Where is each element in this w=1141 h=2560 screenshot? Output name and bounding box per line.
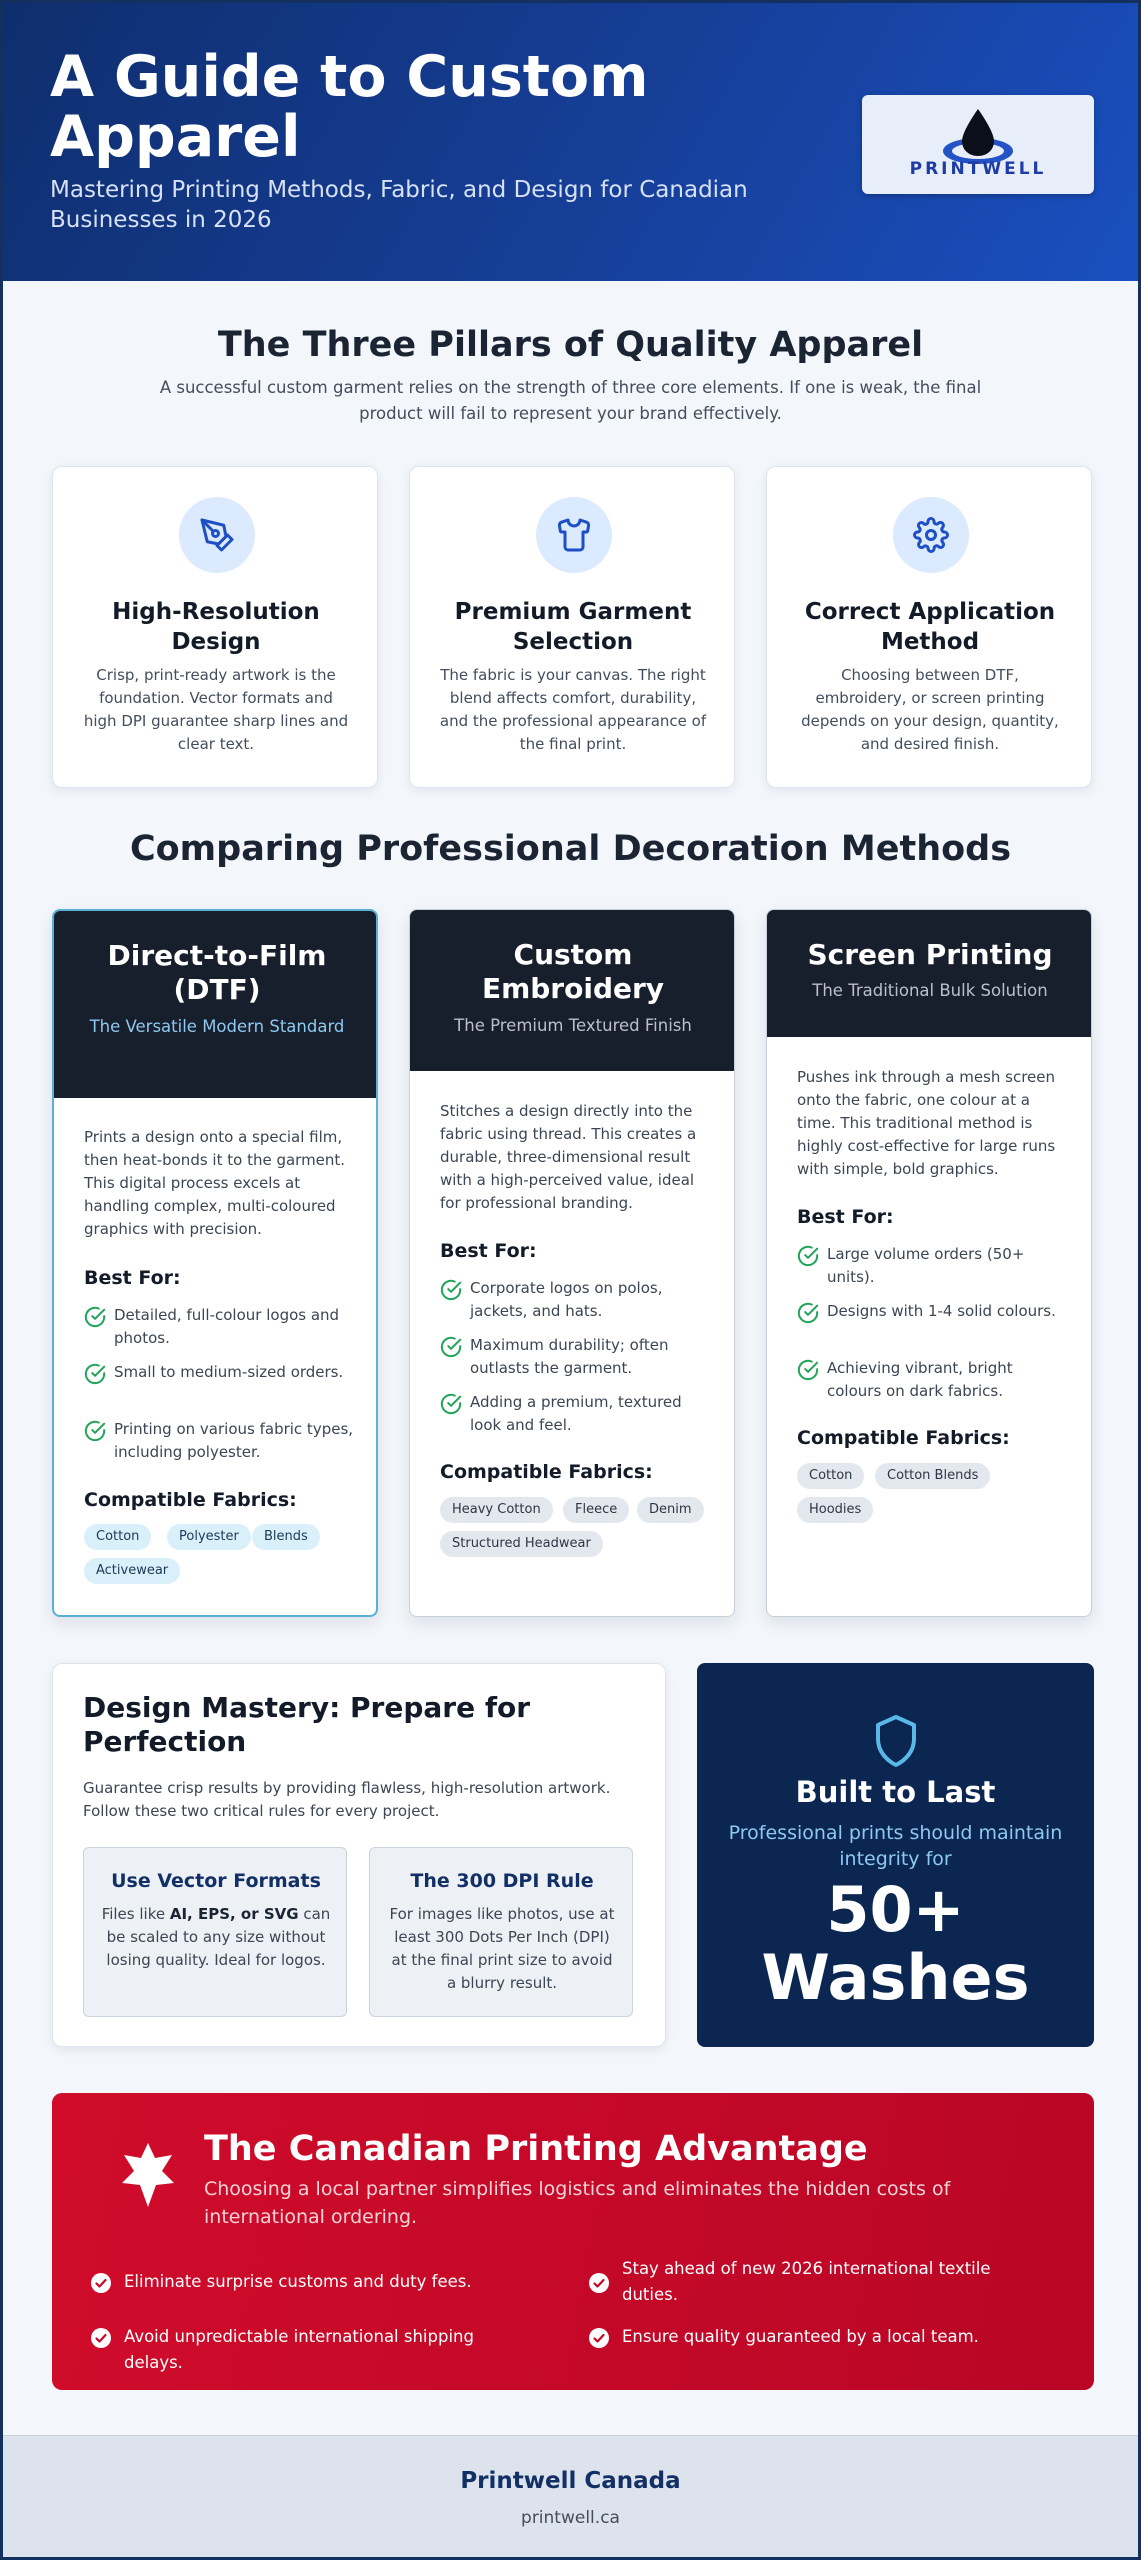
mastery-text: Guarantee crisp results by providing flawless, high-resolution artwork. Follow these two critical rules for every project. (83, 1779, 611, 1820)
best-for-text: Small to medium-sized orders. (114, 1363, 344, 1381)
design-mastery-card (52, 1663, 666, 2047)
check-circle-icon (797, 1302, 819, 1324)
method-card-dtf (52, 909, 378, 1617)
check-circle-icon (84, 1306, 106, 1328)
best-for-text: Printing on various fabric types, including polyester. (114, 1420, 354, 1461)
advantage-text: Avoid unpredictable international shipping delays. (124, 2327, 474, 2372)
canadian-advantage-banner (52, 2093, 1094, 2390)
best-for-text: Adding a premium, textured look and feel. (470, 1393, 682, 1434)
fabric-chip: Structured Headwear (440, 1531, 603, 1557)
footer-website-link[interactable]: printwell.ca (521, 2508, 620, 2528)
advantage-text: Eliminate surprise customs and duty fees. (124, 2272, 472, 2291)
pen-tool-icon (179, 497, 255, 573)
fabric-chip: Cotton (797, 1463, 864, 1489)
logo-wordmark: PRINTWELL (909, 159, 1047, 179)
rule-text: For images like photos, use at least 300 Dots Per Inch (DPI) at the final print size to avoid a blurry result. (389, 1905, 615, 1992)
method-title: Screen Printing (807, 938, 1053, 971)
rule-title: Use Vector Formats (111, 1870, 321, 1892)
ink-drop-logo-icon (862, 95, 1094, 194)
rule-box-vector (83, 1847, 347, 2017)
best-for-text: Designs with 1-4 solid colours. (827, 1302, 1056, 1320)
rule-title: The 300 DPI Rule (410, 1870, 594, 1892)
page-title: A Guide to Custom Apparel (50, 44, 649, 170)
advantage-text: Stay ahead of new 2026 international textile duties. (622, 2259, 991, 2304)
advantage-subtitle: Choosing a local partner simplifies logistics and eliminates the hidden costs of international ordering. (204, 2178, 951, 2228)
pillar-title: Premium Garment Selection (454, 599, 692, 655)
best-for-label: Best For: (440, 1240, 537, 1262)
footer-company-name: Printwell Canada (460, 2468, 681, 2494)
method-tagline: The Versatile Modern Standard (89, 1017, 345, 1036)
pillar-card-method (766, 466, 1092, 788)
pillar-text: Crisp, print-ready artwork is the foundation. Vector formats and high DPI guarantee sharp lines and clear text. (83, 666, 349, 753)
fabrics-label: Compatible Fabrics: (797, 1427, 1010, 1449)
pillar-text: The fabric is your canvas. The right blend affects comfort, durability, and the professional appearance of the final print. (439, 666, 707, 753)
fabrics-label: Compatible Fabrics: (84, 1489, 297, 1511)
footer (3, 2435, 1138, 2557)
check-circle-icon (440, 1393, 462, 1415)
method-card-screen-printing (766, 909, 1092, 1617)
pillar-text: Choosing between DTF, embroidery, or screen printing depends on your design, quantity, and desired finish. (801, 666, 1059, 753)
pillar-card-design (52, 466, 378, 788)
fabrics-label: Compatible Fabrics: (440, 1461, 653, 1483)
check-circle-icon (797, 1359, 819, 1381)
fabric-chip: Activewear (84, 1558, 180, 1584)
check-circle-icon (588, 2327, 610, 2349)
advantage-text: Ensure quality guaranteed by a local team. (622, 2327, 979, 2346)
mastery-title: Design Mastery: Prepare for Perfection (83, 1691, 531, 1758)
method-title: Direct-to-Film (DTF) (107, 939, 327, 1006)
method-description: Pushes ink through a mesh screen onto the fabric, one colour at a time. This traditional method is highly cost-effective for large runs with simple, bold graphics. (797, 1068, 1056, 1178)
best-for-text: Large volume orders (50+ units). (827, 1245, 1025, 1286)
built-to-last-card (697, 1663, 1094, 2047)
rule-text (100, 1903, 332, 1972)
fabric-chip: Cotton Blends (875, 1463, 990, 1489)
check-circle-icon (797, 1245, 819, 1267)
built-big-value (697, 1873, 1094, 2014)
rule-text-bold: AI, EPS, or SVG (169, 1905, 299, 1923)
wash-label: Washes (761, 1941, 1030, 2014)
best-for-text: Detailed, full-colour logos and photos. (114, 1306, 340, 1347)
built-title: Built to Last (795, 1775, 996, 1809)
header-banner (3, 3, 1138, 281)
best-for-label: Best For: (797, 1206, 894, 1228)
wash-count: 50+ (826, 1873, 965, 1946)
printwell-logo (862, 95, 1094, 194)
fabric-chip: Polyester (167, 1524, 251, 1550)
pillar-card-garment (409, 466, 735, 788)
maple-leaf-icon (118, 2141, 178, 2209)
rule-box-dpi (369, 1847, 633, 2017)
shield-icon (872, 1713, 920, 1769)
pillar-title: Correct Application Method (804, 599, 1056, 655)
method-card-header (54, 911, 376, 1098)
check-circle-icon (440, 1279, 462, 1301)
method-card-embroidery (409, 909, 735, 1617)
method-description: Stitches a design directly into the fabric using thread. This creates a durable, three-dimensional result with a high-perceived value, ideal for professional branding. (440, 1102, 697, 1212)
method-tagline: The Traditional Bulk Solution (812, 981, 1048, 1000)
advantage-title: The Canadian Printing Advantage (204, 2129, 868, 2169)
method-tagline: The Premium Textured Finish (454, 1016, 692, 1035)
gear-icon (893, 497, 969, 573)
method-description: Prints a design onto a special film, then heat-bonds it to the garment. This digital process excels at handling complex, multi-coloured graphics with precision. (84, 1128, 346, 1238)
best-for-label: Best For: (84, 1267, 181, 1289)
fabric-chip: Denim (637, 1497, 704, 1523)
fabric-chip: Hoodies (797, 1497, 873, 1523)
best-for-text: Corporate logos on polos, jackets, and hats. (470, 1279, 663, 1320)
pillars-subtitle: A successful custom garment relies on the strength of three core elements. If one is weak, the final product will fail to represent your brand effectively. (159, 378, 982, 423)
method-title: Custom Embroidery (481, 938, 665, 1005)
best-for-text: Achieving vibrant, bright colours on dark fabrics. (827, 1359, 1013, 1400)
check-circle-icon (440, 1336, 462, 1358)
fabric-chip: Blends (252, 1524, 320, 1550)
rule-text-part: can be scaled to any size without losing quality. Ideal for logos. (106, 1905, 331, 1969)
check-circle-icon (588, 2272, 610, 2294)
fabric-chip: Cotton (84, 1524, 151, 1550)
check-circle-icon (84, 1420, 106, 1442)
built-subtitle: Professional prints should maintain integrity for (728, 1822, 1063, 1870)
page-subtitle: Mastering Printing Methods, Fabric, and Design for Canadian Businesses in 2026 (50, 177, 748, 233)
check-circle-icon (84, 1363, 106, 1385)
check-circle-icon (90, 2272, 112, 2294)
tshirt-icon (536, 497, 612, 573)
best-for-text: Maximum durability; often outlasts the garment. (470, 1336, 669, 1377)
methods-heading: Comparing Professional Decoration Methods (129, 829, 1012, 869)
fabric-chip: Heavy Cotton (440, 1497, 553, 1523)
pillars-heading: The Three Pillars of Quality Apparel (217, 325, 924, 365)
method-card-header (767, 910, 1091, 1037)
rule-text-part: Files like (101, 1905, 170, 1923)
pillar-title: High-Resolution Design (112, 599, 320, 655)
fabric-chip: Fleece (563, 1497, 629, 1523)
method-card-header (410, 910, 734, 1071)
check-circle-icon (90, 2327, 112, 2349)
